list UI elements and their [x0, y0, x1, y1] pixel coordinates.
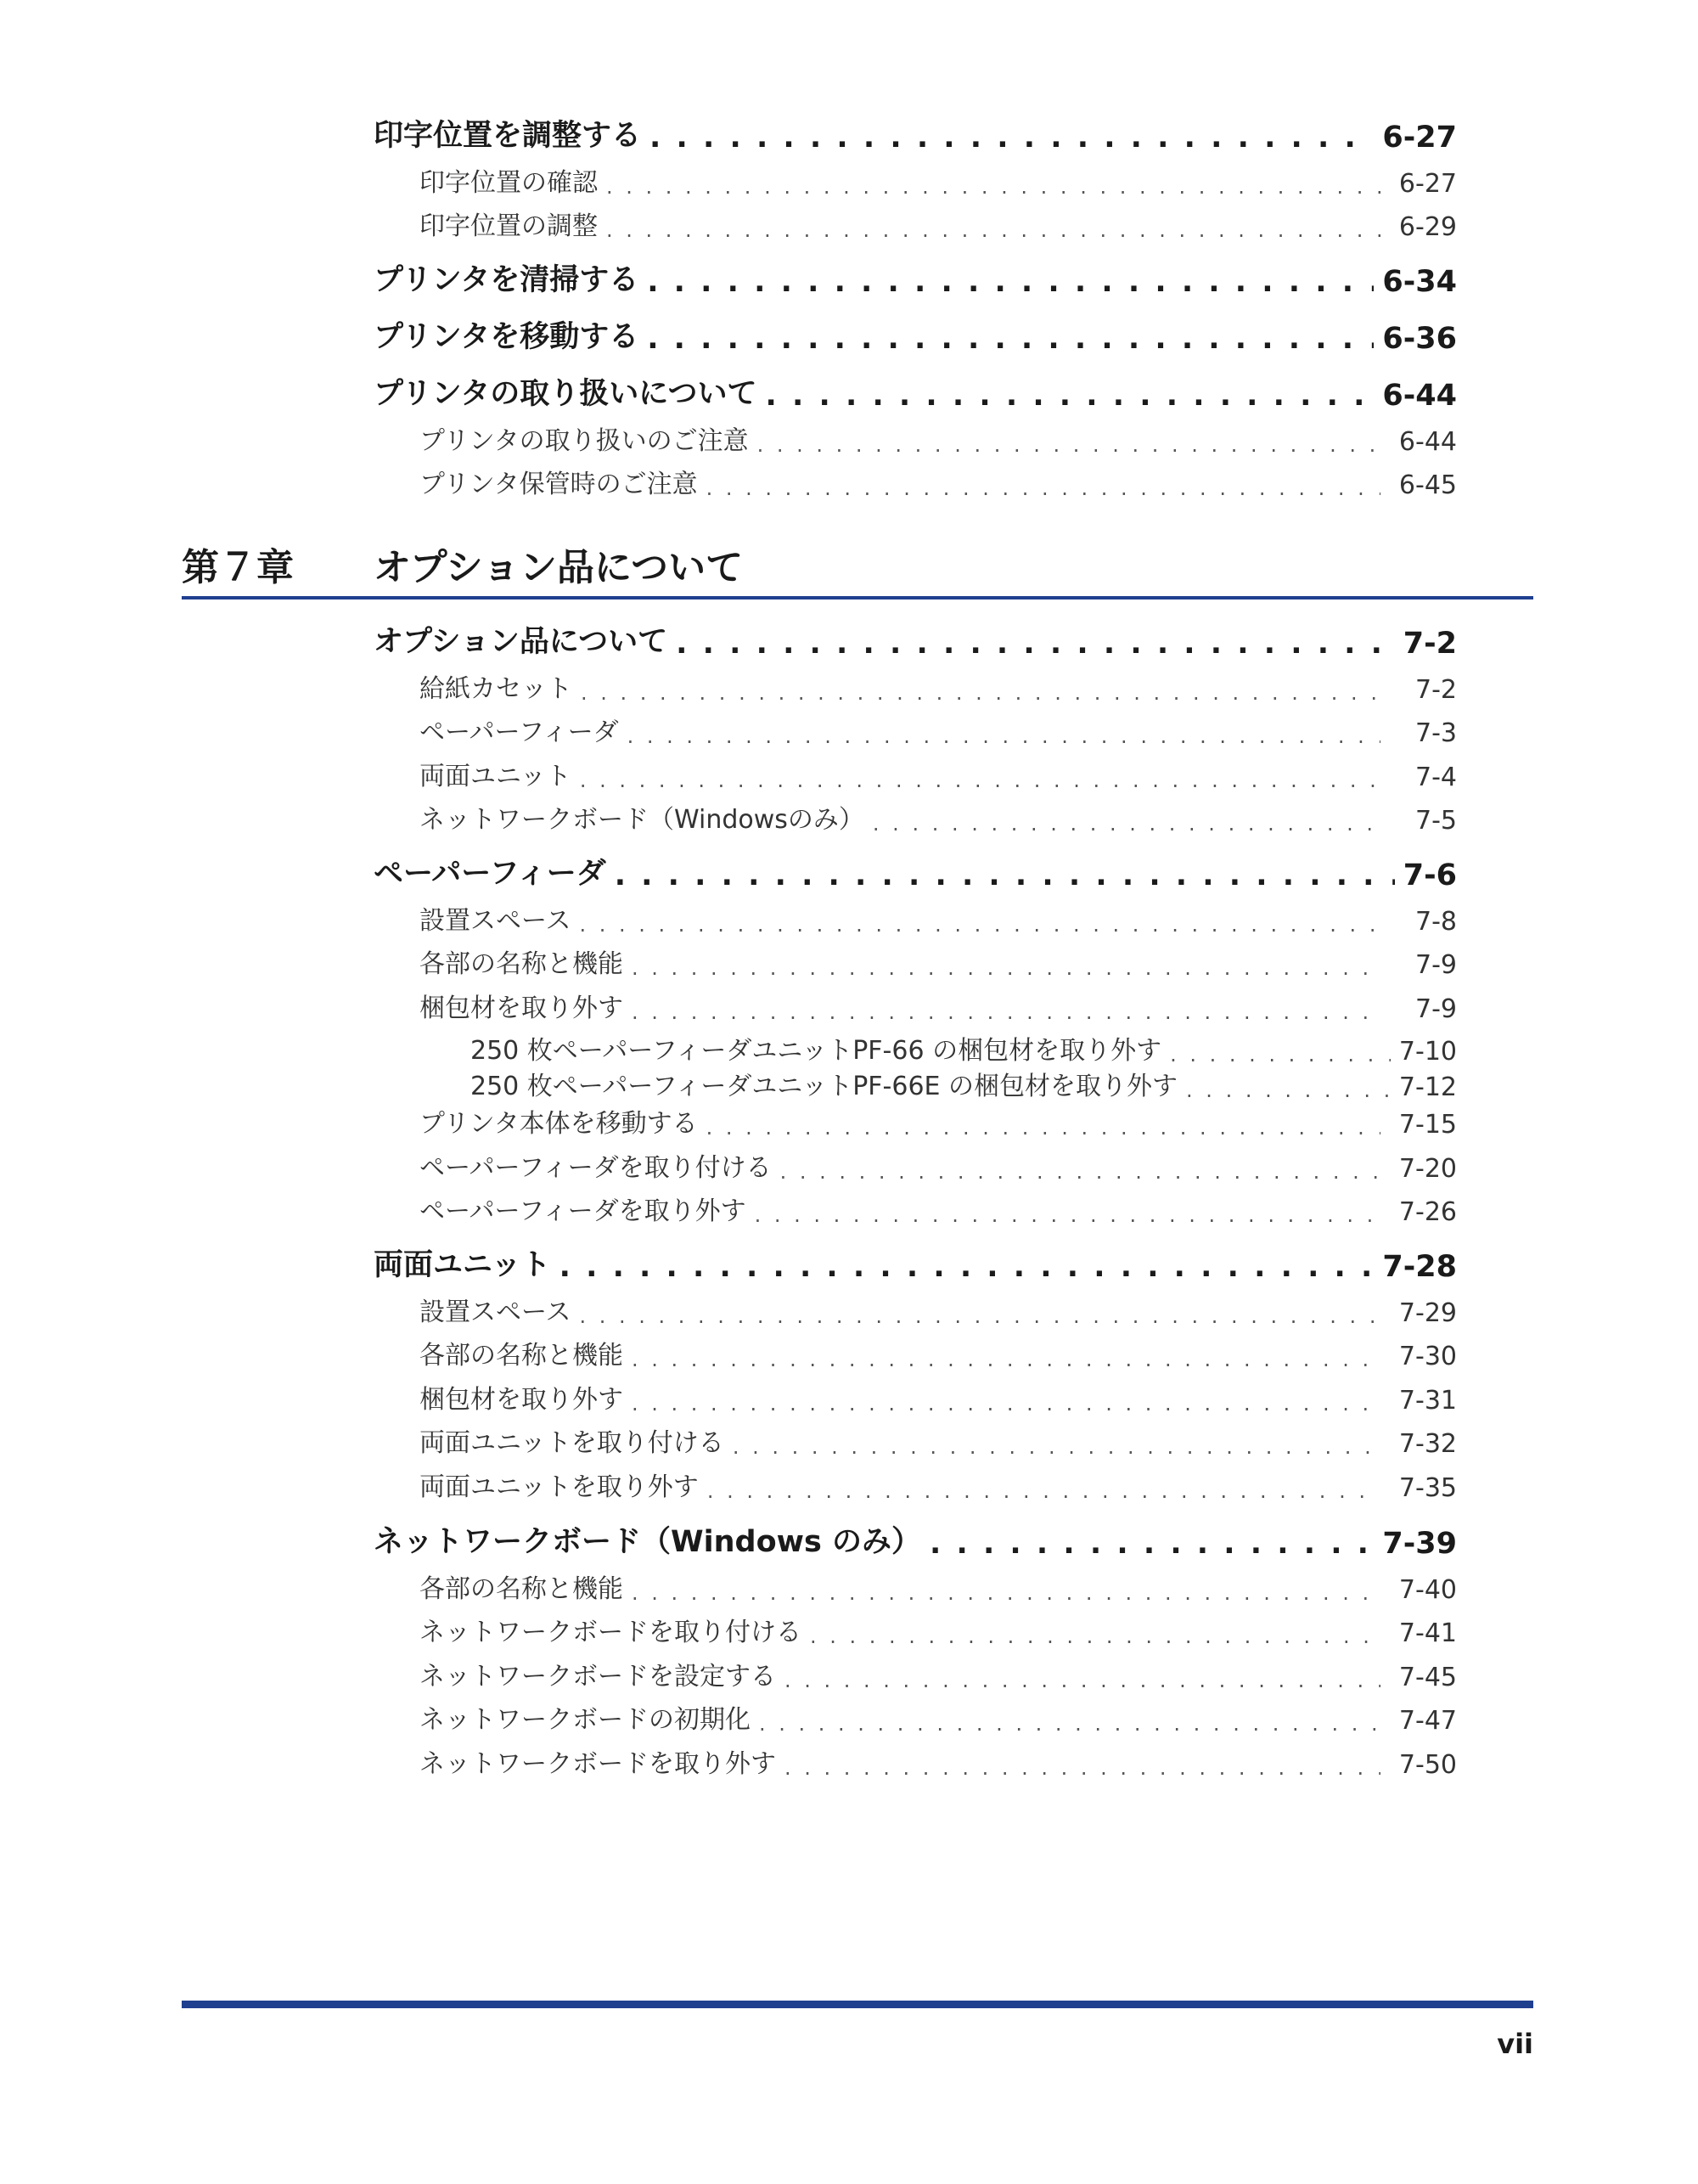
toc-page-number: 7-39 — [1382, 1527, 1457, 1561]
dot-leader — [873, 812, 1380, 836]
toc-page-number: 7-9 — [1415, 994, 1457, 1024]
toc-item-title: プリンタ本体を移動する — [419, 1109, 698, 1139]
toc-item[interactable] — [374, 795, 1457, 836]
toc-page-number: 6-27 — [1382, 121, 1457, 155]
toc-section-title: プリンタを清掃する — [374, 263, 639, 297]
toc-item[interactable] — [374, 1287, 1457, 1328]
dot-leader — [733, 1435, 1380, 1459]
toc-item[interactable] — [374, 1099, 1457, 1140]
toc-section[interactable] — [374, 1243, 1457, 1284]
toc-page-number: 7-45 — [1398, 1663, 1457, 1692]
toc-item[interactable] — [374, 939, 1457, 980]
toc-page-number: 7-32 — [1398, 1429, 1457, 1459]
toc-page-number: 7-41 — [1398, 1618, 1457, 1648]
toc-item[interactable] — [374, 1695, 1457, 1736]
dot-leader — [757, 433, 1380, 457]
toc-page-number: 7-28 — [1382, 1250, 1457, 1284]
toc-subitem[interactable] — [374, 1061, 1457, 1102]
toc-page-number: 6-44 — [1382, 379, 1457, 413]
dot-leader — [580, 913, 1381, 937]
toc-page-number: 7-29 — [1398, 1298, 1457, 1328]
toc-page-number: 7-50 — [1398, 1750, 1457, 1780]
toc-page-number: 7-47 — [1398, 1706, 1457, 1736]
toc-item-title: 梱包材を取り外す — [419, 993, 623, 1023]
toc-item-title: 各部の名称と機能 — [419, 1574, 623, 1604]
toc-item-title: プリンタの取り扱いのご注意 — [419, 426, 749, 456]
dot-leader — [780, 1160, 1380, 1184]
toc-item-title: 印字位置の確認 — [419, 168, 598, 198]
toc-page-number: 7-4 — [1415, 763, 1457, 792]
toc-item-title: ネットワークボードを設定する — [419, 1662, 776, 1691]
toc-page-number: 7-9 — [1415, 950, 1457, 980]
toc-item-title: ネットワークボード（Windowsのみ） — [419, 805, 864, 835]
toc-section[interactable] — [374, 315, 1457, 356]
dot-leader — [706, 476, 1380, 500]
toc-section[interactable] — [374, 114, 1457, 155]
toc-page-number: 7-35 — [1398, 1473, 1457, 1503]
toc-item-title: ペーパーフィーダを取り付ける — [419, 1153, 772, 1183]
toc-item-title: 各部の名称と機能 — [419, 949, 623, 979]
toc-item[interactable] — [374, 1143, 1457, 1184]
dot-leader — [580, 768, 1380, 792]
toc-item[interactable] — [374, 1607, 1457, 1648]
toc-subitem-title: 250 枚ペーパーフィーダユニットPF-66E の梱包材を取り外す — [470, 1072, 1178, 1101]
dot-leader — [632, 1392, 1380, 1416]
toc-page-number: 6-29 — [1398, 212, 1457, 242]
toc-item[interactable] — [374, 664, 1457, 705]
toc-item[interactable] — [374, 751, 1457, 792]
toc-item-title: 両面ユニットを取り外す — [419, 1472, 699, 1502]
dot-leader — [766, 379, 1375, 413]
dot-leader — [627, 724, 1380, 748]
toc-item[interactable] — [374, 1375, 1457, 1416]
chapter-title: オプション品について — [374, 546, 744, 589]
toc-item[interactable] — [374, 459, 1457, 500]
toc-section-title: 両面ユニット — [374, 1248, 551, 1282]
toc-page-number: 7-10 — [1398, 1037, 1457, 1067]
dot-leader — [647, 322, 1374, 356]
toc-item[interactable] — [374, 1739, 1457, 1780]
dot-leader — [606, 175, 1380, 199]
toc-page-number: 7-12 — [1398, 1072, 1457, 1102]
toc-item[interactable] — [374, 201, 1457, 242]
toc-item-title: 印字位置の調整 — [419, 211, 598, 241]
dot-leader — [649, 121, 1374, 155]
toc-item-title: 両面ユニットを取り付ける — [419, 1428, 724, 1458]
toc-section[interactable] — [374, 1520, 1457, 1561]
toc-item-title: 設置スペース — [419, 1297, 571, 1327]
toc-item-title: プリンタ保管時のご注意 — [419, 470, 698, 499]
toc-page-number: 7-5 — [1415, 806, 1457, 836]
toc-section[interactable] — [374, 258, 1457, 299]
toc-item[interactable] — [374, 983, 1457, 1024]
toc-item-title: 設置スペース — [419, 906, 571, 936]
toc-item-title: 各部の名称と機能 — [419, 1341, 623, 1371]
footer-divider — [182, 2001, 1533, 2008]
dot-leader — [759, 1712, 1380, 1736]
toc-item[interactable] — [374, 158, 1457, 199]
toc-page-number: 7-26 — [1398, 1197, 1457, 1227]
dot-leader — [707, 1479, 1380, 1503]
dot-leader — [930, 1527, 1374, 1561]
toc-item[interactable] — [374, 896, 1457, 937]
toc-page-number: 7-15 — [1398, 1110, 1457, 1140]
toc-item[interactable] — [374, 1652, 1457, 1692]
toc-subitem[interactable] — [374, 1026, 1457, 1067]
toc-page-number: 6-27 — [1398, 169, 1457, 199]
chapter-heading — [182, 533, 1533, 599]
toc-page-number: 7-31 — [1398, 1386, 1457, 1416]
toc-item-title: ネットワークボードを取り付ける — [419, 1618, 801, 1647]
toc-item-title: 梱包材を取り外す — [419, 1385, 623, 1415]
toc-item[interactable] — [374, 416, 1457, 457]
dot-leader — [784, 1669, 1380, 1692]
toc-section-title: オプション品について — [374, 625, 668, 659]
dot-leader — [784, 1756, 1380, 1780]
toc-section-title: ペーパーフィーダ — [374, 857, 606, 891]
toc-item[interactable] — [374, 1186, 1457, 1227]
toc-subitem-title: 250 枚ペーパーフィーダユニットPF-66 の梱包材を取り外す — [470, 1036, 1162, 1066]
toc-section-title: プリンタの取り扱いについて — [374, 377, 757, 411]
dot-leader — [676, 627, 1395, 661]
dot-leader — [580, 1304, 1381, 1328]
toc-section[interactable] — [374, 852, 1457, 892]
toc-item[interactable] — [374, 1331, 1457, 1371]
dot-leader — [706, 1116, 1380, 1140]
dot-leader — [581, 681, 1380, 705]
toc-item-title: ネットワークボードの初期化 — [419, 1705, 751, 1735]
dot-leader — [632, 1581, 1380, 1605]
dot-leader — [632, 1000, 1380, 1024]
chapter-number: 第７章 — [182, 546, 294, 589]
toc-item[interactable] — [374, 1564, 1457, 1605]
toc-section[interactable] — [374, 620, 1457, 661]
toc-item[interactable] — [374, 707, 1457, 748]
toc-page-number: 7-6 — [1403, 858, 1457, 892]
page-number: vii — [1497, 2028, 1533, 2060]
dot-leader — [559, 1250, 1375, 1284]
toc-item[interactable] — [374, 1462, 1457, 1503]
toc-page-number: 6-45 — [1398, 470, 1457, 500]
toc-page-number: 7-40 — [1398, 1575, 1457, 1605]
toc-page-number: 7-30 — [1398, 1342, 1457, 1371]
dot-leader — [632, 956, 1380, 980]
toc-item-title: ペーパーフィーダを取り外す — [419, 1196, 746, 1226]
toc-item[interactable] — [374, 1418, 1457, 1459]
toc-item-title: ネットワークボードを取り外す — [419, 1749, 776, 1779]
toc-page-number: 7-2 — [1403, 627, 1457, 661]
dot-leader — [647, 265, 1374, 299]
toc-page-number: 6-34 — [1382, 265, 1457, 299]
dot-leader — [810, 1624, 1380, 1648]
toc-section-title: ネットワークボード（Windows のみ） — [374, 1525, 921, 1559]
toc-item-title: 両面ユニット — [419, 762, 571, 791]
dot-leader — [632, 1348, 1380, 1371]
toc-item-title: 給紙カセット — [419, 674, 572, 704]
toc-page-number: 7-3 — [1415, 718, 1457, 748]
toc-page-number: 7-8 — [1415, 907, 1457, 937]
toc-page-number: 6-44 — [1398, 427, 1457, 457]
toc-section-title: プリンタを移動する — [374, 320, 639, 354]
toc-section-title: 印字位置を調整する — [374, 119, 642, 153]
toc-page-number: 7-2 — [1415, 675, 1457, 705]
dot-leader — [755, 1203, 1380, 1227]
toc-section[interactable] — [374, 372, 1457, 413]
toc-page-number: 6-36 — [1382, 322, 1457, 356]
toc-page-number: 7-20 — [1398, 1154, 1457, 1184]
dot-leader — [615, 858, 1395, 892]
toc-item-title: ペーパーフィーダ — [419, 718, 619, 747]
dot-leader — [606, 218, 1380, 242]
